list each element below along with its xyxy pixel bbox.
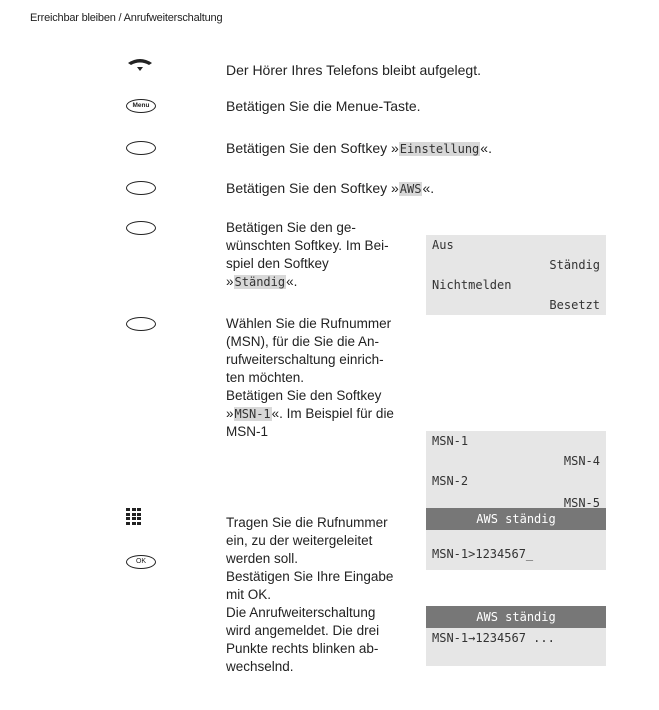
step-4-pre: Betätigen Sie den Softkey » xyxy=(226,180,399,196)
display-row: MSN-1→1234567 ... xyxy=(432,631,555,645)
step-6-line: ten möchten. xyxy=(226,370,305,385)
keypad-icon xyxy=(126,508,141,525)
display-header: AWS ständig xyxy=(426,508,606,530)
display-mode-selection xyxy=(426,235,606,315)
display-row: Ständig xyxy=(549,258,600,272)
softkey-label-einstellung: Einstellung xyxy=(399,142,480,156)
step-7-line: Die Anrufweiterschaltung xyxy=(226,605,376,620)
display-row: MSN-1 xyxy=(432,434,469,448)
display-msn-selection xyxy=(426,431,606,508)
step-5-line: Betätigen Sie den ge- xyxy=(226,220,356,235)
display-header: AWS ständig xyxy=(426,606,606,628)
step-6-line: MSN-1 xyxy=(226,424,269,439)
step-4-text xyxy=(226,179,434,198)
display-row: MSN-1>1234567_ xyxy=(432,547,534,561)
display-spacer xyxy=(426,530,606,544)
step-6-line xyxy=(226,405,394,423)
softkey-label-aws: AWS xyxy=(399,182,422,196)
step-7-line: Tragen Sie die Rufnummer xyxy=(226,515,388,530)
step-6-post: «. Im Beispiel für die xyxy=(271,406,394,421)
step-7-line: wechselnd. xyxy=(226,659,294,674)
step-7-line: ein, zu der weitergeleitet xyxy=(226,533,373,548)
display-row: MSN-4 xyxy=(563,454,600,468)
step-7-text xyxy=(226,514,393,676)
step-5-line xyxy=(226,273,389,291)
step-6-line: Betätigen Sie den Softkey xyxy=(226,388,382,403)
step-3-text xyxy=(226,139,492,158)
softkey-icon xyxy=(126,181,156,195)
step-7-line: werden soll. xyxy=(226,551,299,566)
softkey-icon xyxy=(126,317,156,331)
step-6-line: rufweiterschaltung einrich- xyxy=(226,352,384,367)
display-row: Aus xyxy=(432,238,454,252)
step-3-pre: Betätigen Sie den Softkey » xyxy=(226,140,399,156)
step-5-post: «. xyxy=(286,274,298,289)
breadcrumb: Erreichbar bleiben / Anrufweiterschaltung xyxy=(30,12,223,24)
step-6-line: (MSN), für die Sie die An- xyxy=(226,334,380,349)
softkey-icon xyxy=(126,141,156,155)
step-2-text: Betätigen Sie die Menue-Taste. xyxy=(226,98,421,114)
step-7-line: mit OK. xyxy=(226,587,272,602)
display-row: Besetzt xyxy=(549,298,600,312)
step-5-text xyxy=(226,219,389,291)
softkey-icon xyxy=(126,221,156,235)
step-6-line: Wählen Sie die Rufnummer xyxy=(226,316,392,331)
step-5-line: wünschten Softkey. Im Bei- xyxy=(226,238,389,253)
ok-key-icon: OK xyxy=(126,555,156,569)
step-4-post: «. xyxy=(422,180,435,196)
softkey-label-staendig: Ständig xyxy=(234,275,286,289)
step-6-text xyxy=(226,315,394,441)
menu-key-icon: Menu xyxy=(126,99,156,113)
display-row: MSN-2 xyxy=(432,474,469,488)
display-aws-registered xyxy=(426,606,606,666)
softkey-label-msn-1: MSN-1 xyxy=(234,407,271,421)
step-5-line: spiel den Softkey xyxy=(226,256,329,271)
display-row: Nichtmelden xyxy=(432,278,512,292)
step-1-text: Der Hörer Ihres Telefons bleibt aufgelegt. xyxy=(226,62,481,78)
step-7-line: Bestätigen Sie Ihre Eingabe xyxy=(226,569,394,584)
step-6-pre: » xyxy=(226,406,234,421)
display-number-entry xyxy=(426,508,606,570)
step-5-pre: » xyxy=(226,274,234,289)
step-3-post: «. xyxy=(480,140,492,156)
step-7-line: Punkte rechts blinken ab- xyxy=(226,641,379,656)
display-row: MSN-5 xyxy=(563,496,600,508)
handset-on-hook-icon xyxy=(126,56,154,72)
step-7-line: wird angemeldet. Die drei xyxy=(226,623,380,638)
